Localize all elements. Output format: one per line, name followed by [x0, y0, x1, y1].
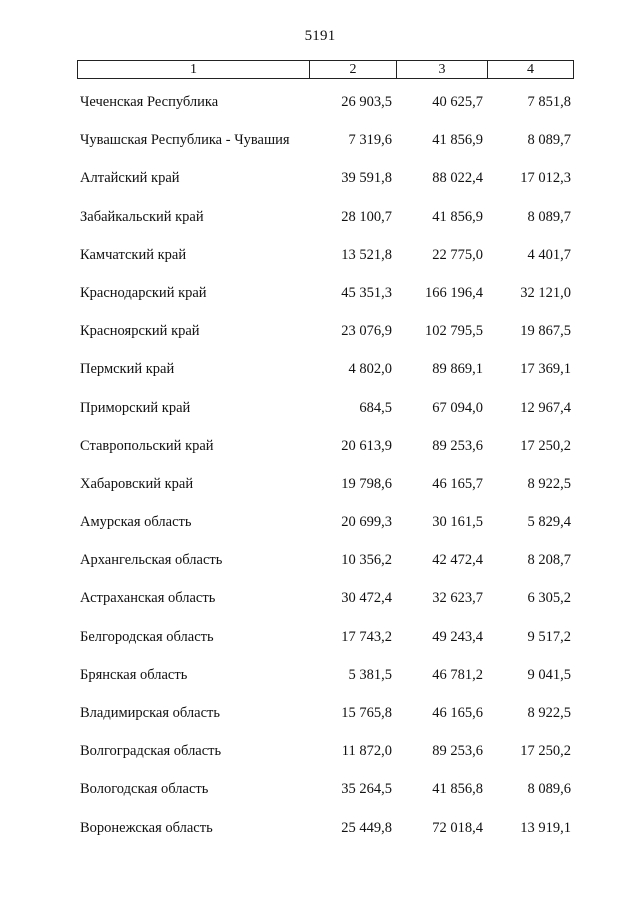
value-col-2: 28 100,7: [341, 208, 392, 225]
region-name: Ставропольский край: [80, 437, 214, 454]
value-col-4: 8 089,6: [527, 781, 571, 798]
value-col-4: 8 089,7: [527, 132, 571, 149]
value-col-4: 8 922,5: [527, 705, 571, 721]
region-name: Пермский край: [80, 361, 175, 378]
table-row: [0, 245, 640, 283]
value-col-3: 89 253,6: [432, 437, 483, 454]
value-col-3: 46 165,7: [432, 475, 483, 492]
value-col-2: 20 699,3: [341, 514, 392, 531]
table-row: [0, 779, 640, 817]
value-col-4: 8 922,5: [527, 475, 571, 492]
region-name: Приморский край: [80, 399, 191, 416]
value-col-4: 8 089,7: [527, 208, 571, 225]
value-col-2: 30 472,4: [341, 590, 392, 607]
value-col-4: 17 250,2: [520, 437, 571, 454]
table-row: [0, 207, 640, 245]
region-name: Алтайский край: [80, 170, 180, 187]
value-col-3: 67 094,0: [432, 399, 483, 416]
table-row: [0, 550, 640, 588]
value-col-3: 88 022,4: [432, 170, 483, 187]
value-col-2: 39 591,8: [341, 170, 392, 187]
table-row: [0, 398, 640, 436]
table-row: [0, 818, 640, 856]
value-col-4: 5 829,4: [527, 514, 571, 531]
value-col-4: 8 208,7: [527, 552, 571, 569]
value-col-4: 7 851,8: [527, 94, 571, 110]
table-body: [0, 92, 640, 856]
value-col-4: 4 401,7: [527, 246, 571, 263]
value-col-4: 17 250,2: [520, 743, 571, 760]
value-col-2: 10 356,2: [341, 552, 392, 569]
value-col-2: 26 903,5: [341, 94, 392, 110]
table-row: [0, 283, 640, 321]
value-col-4: 9 517,2: [527, 628, 571, 645]
value-col-4: 13 919,1: [520, 819, 571, 836]
value-col-4: 12 967,4: [520, 399, 571, 416]
value-col-4: 32 121,0: [520, 284, 571, 301]
value-col-2: 17 743,2: [341, 628, 392, 645]
region-name: Воронежская область: [80, 819, 213, 836]
value-col-2: 35 264,5: [341, 781, 392, 798]
value-col-2: 11 872,0: [341, 743, 392, 760]
value-col-3: 22 775,0: [432, 246, 483, 263]
region-name: Чувашская Республика - Чувашия: [80, 132, 290, 149]
header-col-1: 1: [190, 62, 197, 77]
table-row: [0, 359, 640, 397]
region-name: Брянская область: [80, 666, 188, 683]
value-col-2: 13 521,8: [341, 246, 392, 263]
table-row: [0, 703, 640, 741]
table-row: [0, 92, 640, 130]
value-col-2: 19 798,6: [341, 475, 392, 492]
region-name: Хабаровский край: [80, 475, 194, 492]
value-col-2: 25 449,8: [341, 819, 392, 836]
region-name: Астраханская область: [80, 590, 216, 607]
value-col-4: 17 012,3: [520, 170, 571, 187]
table-row: [0, 168, 640, 206]
value-col-2: 7 319,6: [348, 132, 392, 149]
region-name: Владимирская область: [80, 705, 220, 721]
region-name: Белгородская область: [80, 628, 214, 645]
table-row: [0, 474, 640, 512]
region-name: Архангельская область: [80, 552, 223, 569]
table-row: [0, 321, 640, 359]
header-col-4: 4: [487, 61, 573, 78]
table-row: [0, 130, 640, 168]
value-col-3: 89 253,6: [432, 743, 483, 760]
value-col-3: 41 856,9: [432, 208, 483, 225]
header-col-2: 2: [309, 61, 396, 78]
header-col-3: 3: [396, 61, 487, 78]
value-col-2: 5 381,5: [348, 666, 392, 683]
value-col-2: 45 351,3: [341, 284, 392, 301]
value-col-3: 49 243,4: [432, 628, 483, 645]
value-col-3: 46 781,2: [432, 666, 483, 683]
value-col-4: 19 867,5: [520, 323, 571, 340]
region-name: Забайкальский край: [80, 208, 204, 225]
value-col-2: 20 613,9: [341, 437, 392, 454]
table-header: [77, 60, 574, 79]
value-col-3: 102 795,5: [425, 323, 483, 340]
region-name: Чеченская Республика: [80, 94, 219, 110]
value-col-2: 23 076,9: [341, 323, 392, 340]
value-col-3: 30 161,5: [432, 514, 483, 531]
value-col-3: 89 869,1: [432, 361, 483, 378]
region-name: Краснодарский край: [80, 284, 207, 301]
page-number: 5191: [304, 28, 336, 44]
value-col-3: 41 856,8: [432, 781, 483, 798]
value-col-3: 40 625,7: [432, 94, 483, 110]
value-col-2: 4 802,0: [348, 361, 392, 378]
value-col-3: 72 018,4: [432, 819, 483, 836]
value-col-3: 166 196,4: [425, 284, 483, 301]
value-col-3: 42 472,4: [432, 552, 483, 569]
region-name: Вологодская область: [80, 781, 209, 798]
value-col-3: 32 623,7: [432, 590, 483, 607]
table-row: [0, 627, 640, 665]
region-name: Камчатский край: [80, 246, 187, 263]
table-row: [0, 741, 640, 779]
value-col-2: 684,5: [359, 399, 392, 416]
table-row: [0, 512, 640, 550]
value-col-3: 46 165,6: [432, 705, 483, 721]
region-name: Красноярский край: [80, 323, 200, 340]
value-col-4: 17 369,1: [520, 361, 571, 378]
region-name: Волгоградская область: [80, 743, 222, 760]
table-row: [0, 665, 640, 703]
value-col-3: 41 856,9: [432, 132, 483, 149]
value-col-2: 15 765,8: [341, 705, 392, 721]
value-col-4: 6 305,2: [527, 590, 571, 607]
value-col-4: 9 041,5: [527, 666, 571, 683]
table-row: [0, 588, 640, 626]
table-row: [0, 436, 640, 474]
region-name: Амурская область: [80, 514, 192, 531]
